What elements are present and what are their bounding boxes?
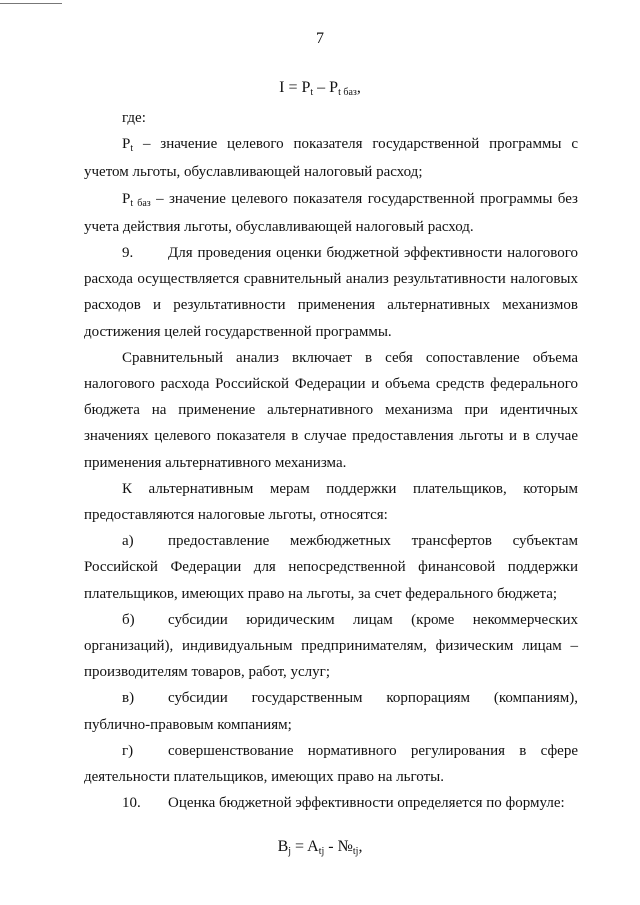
list-item — [84, 528, 578, 607]
formula-efficiency — [0, 838, 640, 856]
symbol-subscript: t баз — [130, 197, 151, 209]
list-item-label: в) — [122, 690, 135, 707]
definition-text: – значение целевого показателя государственной программы с учетом льготы, обуславливающей налоговый расход; — [84, 136, 578, 181]
list-item — [84, 685, 578, 737]
paragraph-text: Оценка бюджетной эффективности определяется по формуле: — [168, 795, 565, 812]
formula-part: I = P — [279, 79, 311, 96]
formula-part: – P — [313, 79, 339, 96]
formula-part: , — [358, 838, 363, 855]
definition-text: – значение целевого показателя государственной программы без учета действия льготы, обуславливающей налоговый расход. — [84, 190, 578, 235]
list-item-label: а) — [122, 533, 134, 550]
symbol-subscript: t — [130, 143, 134, 155]
definition-pt-baz — [84, 186, 578, 240]
formula-subscript: tj — [352, 846, 359, 857]
definition-pt — [84, 131, 578, 185]
symbol: P — [122, 190, 131, 207]
list-item-text: субсидии юридическим лицам (кроме некоммерческих организаций), индивидуальным предпринимателям, физическим лицам – производителям товаров, работ, услуг; — [84, 611, 578, 681]
list-item-text: субсидии государственным корпорациям (компаниям), публично-правовым компаниям; — [84, 690, 578, 733]
formula-subscript: t баз — [338, 87, 357, 98]
formula-part: , — [356, 79, 361, 96]
list-item-label: г) — [122, 742, 134, 759]
page-number: 7 — [316, 30, 324, 47]
scan-edge-line — [0, 3, 62, 4]
paragraph-comparison: Сравнительный анализ включает в себя сопоставление объема налогового расхода Российской Федерации и объема средств федерального бюджета на применение альтернативного механизма при идентичных значениях целевого показателя в случае предоставления льготы и в случае применения альтернативного механизма. — [84, 349, 578, 471]
list-item-text: предоставление межбюджетных трансфертов субъектам Российской Федерации для непосредственной финансовой поддержки плательщиков, имеющих право на льготы, за счет федерального бюджета; — [84, 533, 578, 602]
formula-subscript: j — [288, 846, 292, 857]
paragraph-9 — [84, 240, 578, 345]
formula-part: = A — [291, 838, 319, 855]
formula-subscript: t — [310, 87, 314, 98]
list-item-text: совершенствование нормативного регулирования в сфере деятельности плательщиков, имеющих право на льготы. — [84, 742, 578, 786]
formula-indicator — [0, 79, 640, 97]
paragraph-text: Для проведения оценки бюджетной эффективности налогового расхода осуществляется сравнительный анализ результативности налоговых расходов и результативности применения альтернативных механизмов достижения целей государственной программы. — [84, 245, 578, 340]
list-item — [84, 607, 578, 686]
formula-subscript: tj — [318, 846, 325, 857]
list-item — [84, 738, 578, 790]
paragraph-10 — [84, 790, 578, 816]
where-label: где: — [122, 110, 146, 126]
paragraph-number: 9. — [122, 245, 134, 262]
formula-part: B — [277, 838, 289, 855]
body-text — [84, 105, 578, 816]
symbol: P — [122, 136, 131, 153]
paragraph-number: 10. — [122, 795, 141, 812]
formula-part: - № — [324, 838, 353, 855]
list-item-label: б) — [122, 611, 135, 628]
paragraph-measures: К альтернативным мерам поддержки плательщиков, которым предоставляются налоговые льготы, относятся: — [84, 480, 578, 524]
